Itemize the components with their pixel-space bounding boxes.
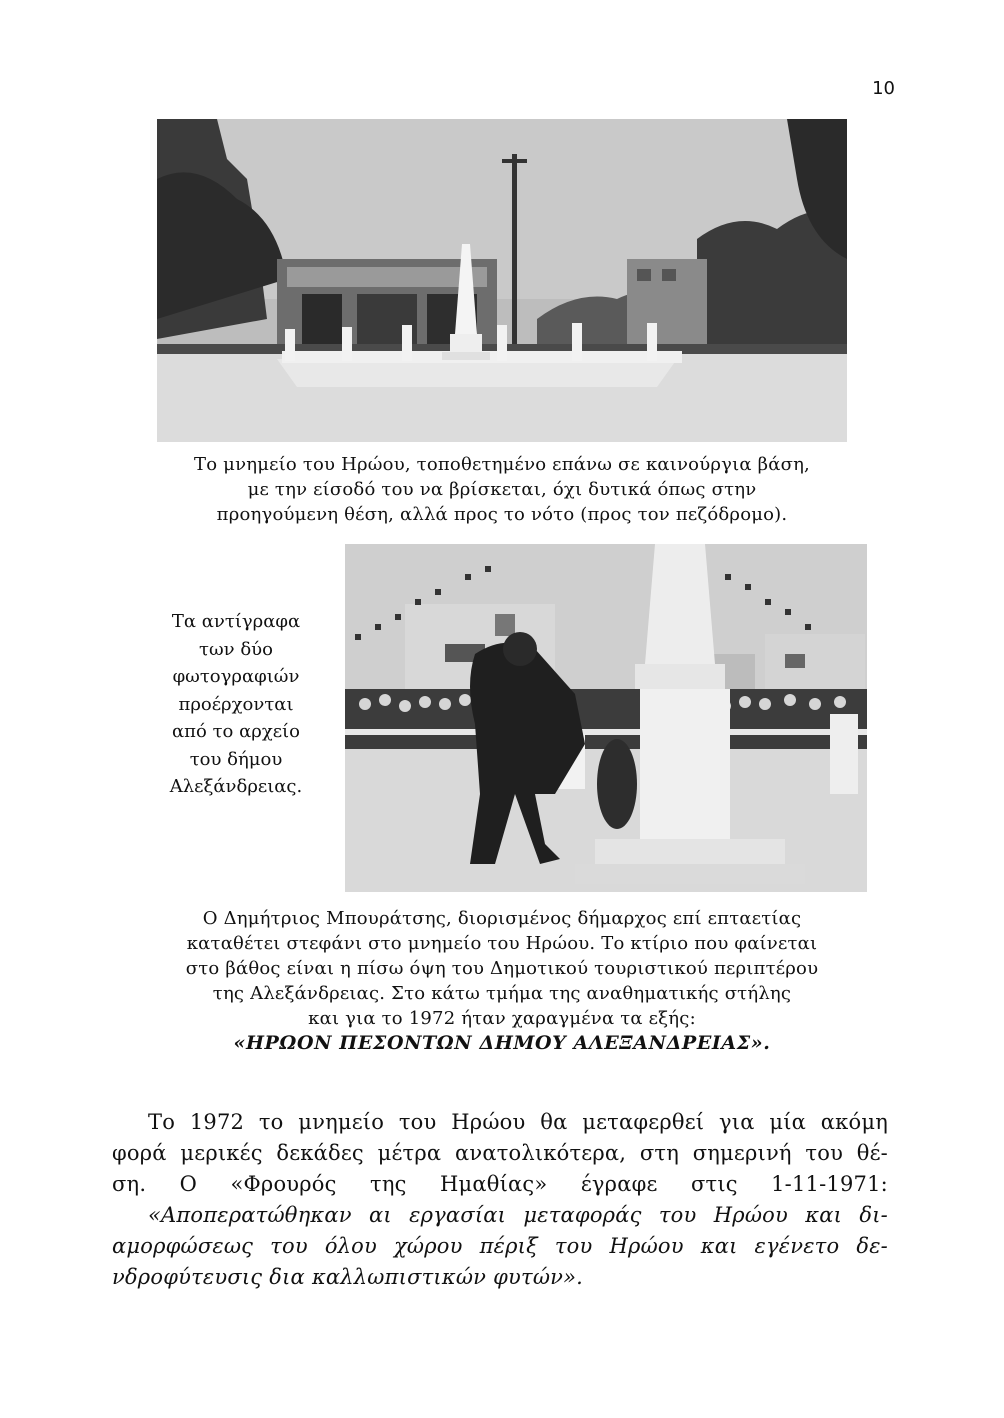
word: για bbox=[719, 1110, 755, 1134]
word: μεταφοράς bbox=[523, 1203, 642, 1227]
text-line bbox=[112, 1231, 888, 1262]
caption-line: Ο Δημήτριος Μπουράτσης, διορισμένος δήμαρχος επί επταετίας bbox=[202, 908, 802, 929]
photo-source-note bbox=[140, 608, 332, 801]
text-line bbox=[112, 1138, 888, 1169]
word: στις bbox=[690, 1172, 738, 1196]
word: Ηρώου bbox=[451, 1110, 526, 1134]
word: 1-11-1971: bbox=[771, 1172, 888, 1196]
word: του bbox=[805, 1141, 844, 1165]
word: εργασίαι bbox=[409, 1203, 507, 1227]
body-paragraph bbox=[112, 1107, 888, 1293]
word: δια bbox=[269, 1265, 305, 1289]
word: έγραφε bbox=[580, 1172, 658, 1196]
word: ση. bbox=[112, 1172, 147, 1196]
word: μέτρα bbox=[377, 1141, 442, 1165]
word: «Αποπερατώθηκαν bbox=[148, 1203, 352, 1227]
caption-line: προηγούμενη θέση, αλλά προς το νότο (προς τον πεζόδρομο). bbox=[216, 504, 788, 525]
word: ακόμη bbox=[820, 1110, 888, 1134]
photo-caption-1 bbox=[100, 452, 904, 527]
word: χώρου bbox=[394, 1234, 463, 1258]
caption-line: στο βάθος είναι η πίσω όψη του Δημοτικού τουριστικού περιπτέρου bbox=[185, 958, 819, 979]
word: της bbox=[370, 1172, 407, 1196]
note-line: του δήμου bbox=[189, 748, 283, 770]
word: Ημαθίας» bbox=[439, 1172, 548, 1196]
page-number: 10 bbox=[872, 78, 895, 99]
word: Ο bbox=[179, 1172, 198, 1196]
wreath-laying-photo bbox=[345, 544, 867, 892]
note-line: των δύο bbox=[199, 638, 273, 660]
text-line bbox=[112, 1169, 888, 1200]
text-line bbox=[112, 1200, 888, 1231]
word: «Φρουρός bbox=[230, 1172, 337, 1196]
word: θέ- bbox=[856, 1141, 888, 1165]
heroes-monument-new-base-photo bbox=[157, 119, 847, 442]
word: θα bbox=[540, 1110, 568, 1134]
note-line: Αλεξάνδρειας. bbox=[169, 776, 303, 797]
word: ανατολικότερα, bbox=[454, 1141, 627, 1165]
word: όλου bbox=[324, 1234, 377, 1258]
word: δεκάδες bbox=[276, 1141, 364, 1165]
word: φυτών». bbox=[493, 1265, 584, 1289]
word: Ηρώου bbox=[609, 1234, 684, 1258]
word: σημερινή bbox=[692, 1141, 792, 1165]
text-line bbox=[112, 1262, 888, 1293]
word: 1972 bbox=[189, 1110, 245, 1134]
caption-line: με την είσοδό του να βρίσκεται, όχι δυτικά όπως στην bbox=[247, 479, 757, 500]
word: πέριξ bbox=[479, 1234, 538, 1258]
photo-caption-2 bbox=[100, 906, 904, 1056]
word: αμορφώσεως bbox=[112, 1234, 254, 1258]
word: αι bbox=[369, 1203, 392, 1227]
word: νδροφύτευσις bbox=[112, 1265, 263, 1289]
word: μνημείο bbox=[298, 1110, 385, 1134]
word: δε- bbox=[856, 1234, 888, 1258]
word: του bbox=[270, 1234, 308, 1258]
word: Ηρώου bbox=[713, 1203, 788, 1227]
word: καλλωπιστικών bbox=[311, 1265, 487, 1289]
caption-line: της Αλεξάνδρειας. Στο κάτω τμήμα της αναθηματικής στήλης bbox=[212, 983, 792, 1004]
word: Το bbox=[148, 1110, 176, 1134]
text-line bbox=[112, 1107, 888, 1138]
note-line: προέρχονται bbox=[178, 693, 294, 715]
word: και bbox=[805, 1203, 843, 1227]
word: δι- bbox=[859, 1203, 888, 1227]
note-line: Τα αντίγραφα bbox=[171, 611, 301, 632]
caption-line: καταθέτει στεφάνι στο μνημείο του Ηρώου. Το κτίριο που φαίνεται bbox=[186, 933, 818, 954]
caption-line: Το μνημείο του Ηρώου, τοποθετημένο επάνω σε καινούργια βάση, bbox=[194, 454, 810, 475]
word: εγένετο bbox=[754, 1234, 840, 1258]
word: μερικές bbox=[180, 1141, 263, 1165]
word: του bbox=[398, 1110, 437, 1134]
word: το bbox=[258, 1110, 284, 1134]
word: μία bbox=[769, 1110, 807, 1134]
word: μεταφερθεί bbox=[582, 1110, 705, 1134]
word: του bbox=[658, 1203, 697, 1227]
note-line: από το αρχείο bbox=[172, 721, 300, 742]
caption-line: και για το 1972 ήταν χαραγμένα τα εξής: bbox=[308, 1008, 696, 1029]
note-line: φωτογραφιών bbox=[172, 666, 300, 687]
word: του bbox=[554, 1234, 593, 1258]
word: στη bbox=[639, 1141, 680, 1165]
word: φορά bbox=[112, 1141, 167, 1165]
word: και bbox=[700, 1234, 738, 1258]
monument-inscription: «ΗΡΩΟΝ ΠΕΣΟΝΤΩΝ ΔΗΜΟΥ ΑΛΕΞΑΝΔΡΕΙΑΣ». bbox=[233, 1032, 771, 1054]
